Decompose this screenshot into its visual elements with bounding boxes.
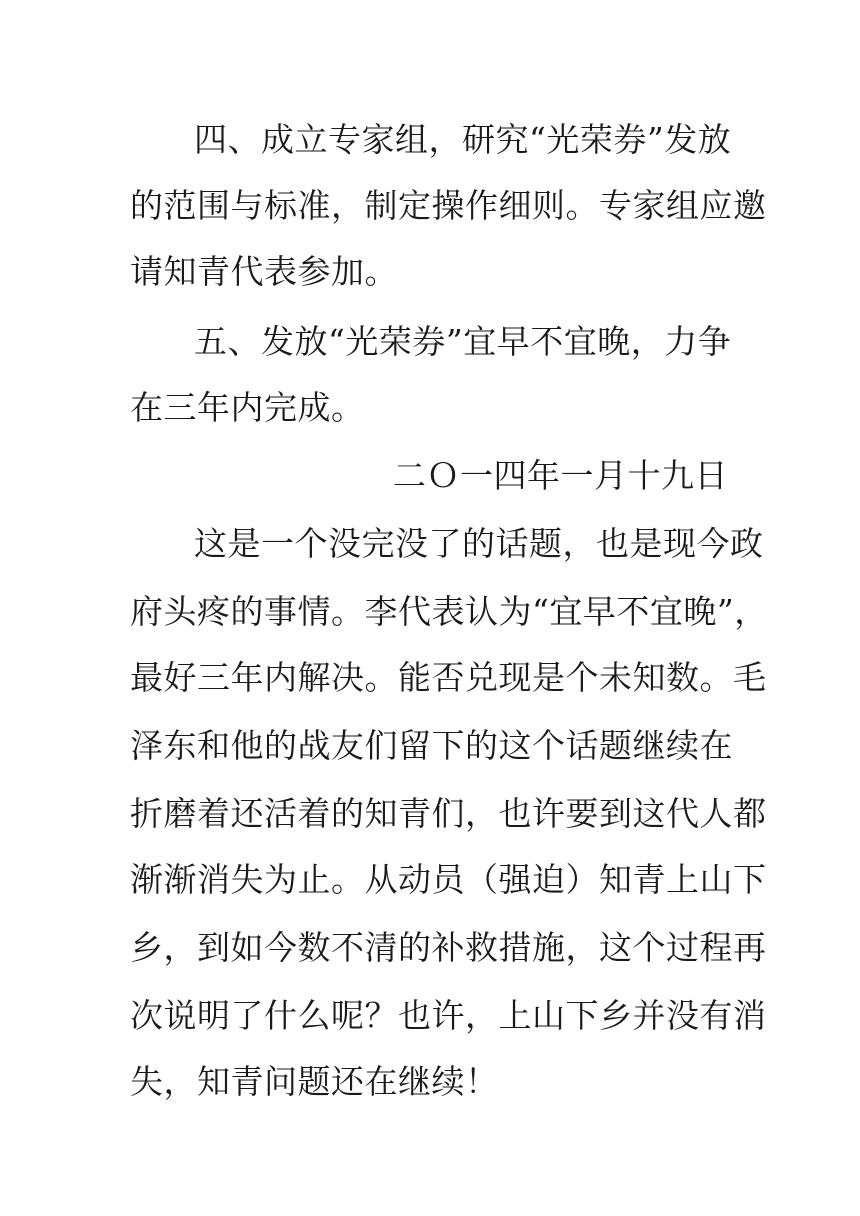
commentary-line-2: 府头疼的事情。李代表认为“宜早不宜晚”， <box>130 592 768 631</box>
paragraph-5-line-1: 五、发放“光荣券”宜早不宜晚，力争 <box>194 322 732 361</box>
paragraph-4-line-2: 的范围与标准，制定操作细则。专家组应邀 <box>130 186 767 225</box>
commentary-line-5: 折磨着还活着的知青们，也许要到这代人都 <box>130 794 767 833</box>
paragraph-4-line-3: 请知青代表参加。 <box>130 252 398 291</box>
commentary-line-8: 次说明了什么呢？也许，上山下乡并没有消 <box>130 996 767 1035</box>
paragraph-5-line-2: 在三年内完成。 <box>130 388 365 427</box>
date-line: 二Ｏ一四年一月十九日 <box>393 456 728 495</box>
paragraph-4-line-1: 四、成立专家组，研究“光荣券”发放 <box>194 120 732 159</box>
commentary-line-9: 失，知青问题还在继续！ <box>130 1062 499 1101</box>
commentary-line-3: 最好三年内解决。能否兑现是个未知数。毛 <box>130 658 767 697</box>
commentary-line-4: 泽东和他的战友们留下的这个话题继续在 <box>130 726 733 765</box>
commentary-line-6: 渐渐消失为止。从动员（强迫）知青上山下 <box>130 860 767 899</box>
commentary-line-7: 乡，到如今数不清的补救措施，这个过程再 <box>130 928 767 967</box>
commentary-line-1: 这是一个没完没了的话题，也是现今政 <box>194 524 764 563</box>
